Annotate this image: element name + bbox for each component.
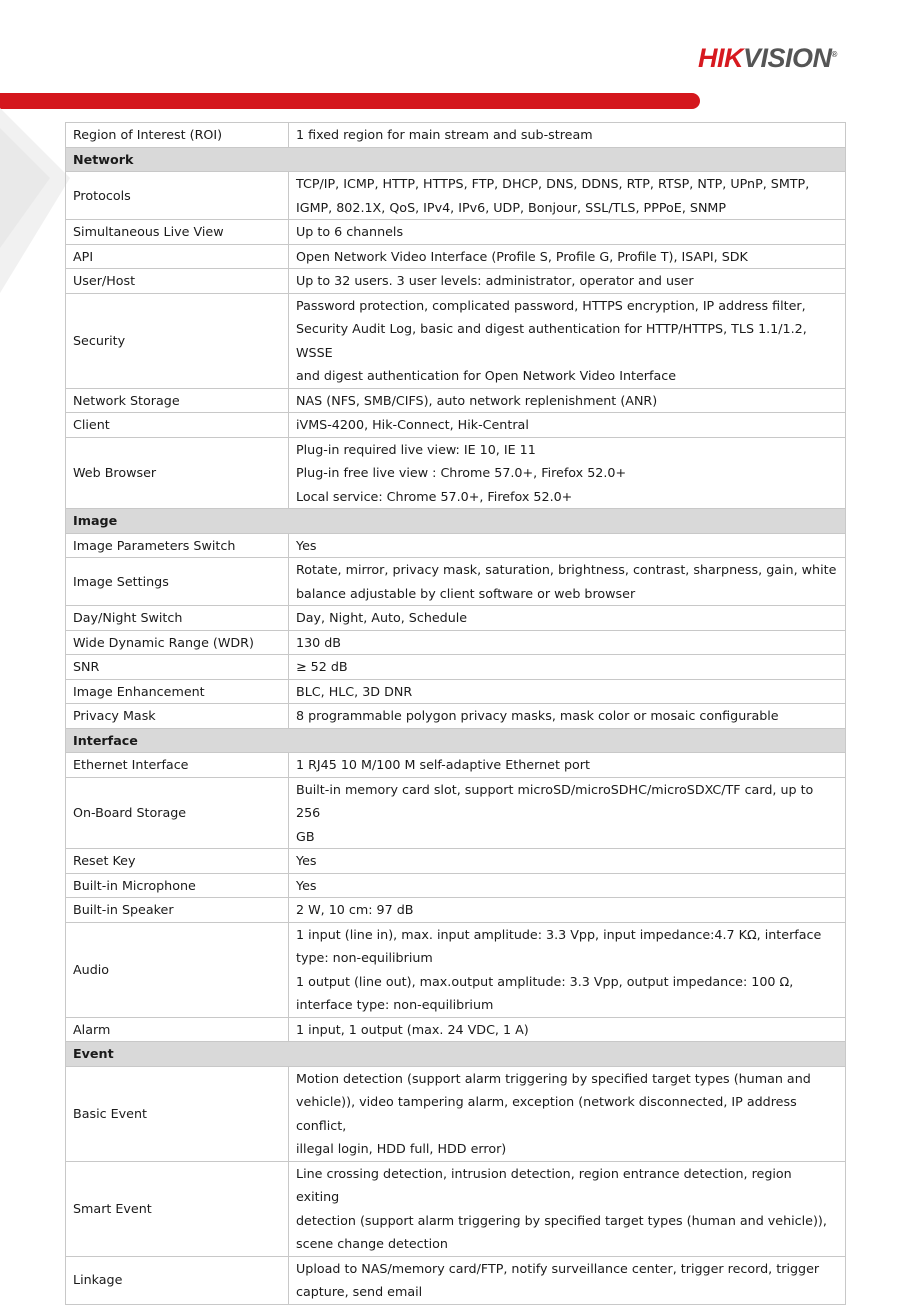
spec-row [66,413,846,438]
spec-value: 1 input, 1 output (max. 24 VDC, 1 A) [289,1017,846,1042]
spec-value: Upload to NAS/memory card/FTP, notify surveillance center, trigger record, trigger capture, send email [289,1256,846,1304]
spec-label: Built-in Speaker [66,898,289,923]
spec-label: Web Browser [66,437,289,509]
spec-label: Image Parameters Switch [66,533,289,558]
spec-value: Up to 32 users. 3 user levels: administrator, operator and user [289,269,846,294]
spec-label: Basic Event [66,1066,289,1161]
spec-label: Simultaneous Live View [66,220,289,245]
spec-value: BLC, HLC, 3D DNR [289,679,846,704]
logo-mark: ® [831,50,837,59]
spec-row [66,849,846,874]
section-title: Interface [66,728,846,753]
section-title: Image [66,509,846,534]
spec-value: Day, Night, Auto, Schedule [289,606,846,631]
spec-table-body [66,123,846,1305]
spec-row [66,1017,846,1042]
spec-row [66,437,846,509]
spec-label: Privacy Mask [66,704,289,729]
spec-label: Ethernet Interface [66,753,289,778]
spec-value: 1 input (line in), max. input amplitude: 3.3 Vpp, input impedance:4.7 KΩ, interface type: non-equilibrium 1 output (line out), max.output amplitude: 3.3 Vpp, output impedance: 100 Ω, interface type: non-equilibrium [289,922,846,1017]
spec-value: Yes [289,849,846,874]
spec-value: 2 W, 10 cm: 97 dB [289,898,846,923]
hikvision-logo [698,40,837,73]
section-header-row [66,147,846,172]
spec-value: Yes [289,873,846,898]
spec-value: NAS (NFS, SMB/CIFS), auto network replenishment (ANR) [289,388,846,413]
logo-secondary: VISION [743,43,832,73]
spec-value: Up to 6 channels [289,220,846,245]
spec-row [66,1256,846,1304]
spec-label: Alarm [66,1017,289,1042]
spec-label: Reset Key [66,849,289,874]
spec-label: Built-in Microphone [66,873,289,898]
spec-row [66,777,846,849]
section-header-row [66,509,846,534]
watermark-shape-icon [0,108,70,293]
spec-value: Password protection, complicated password, HTTPS encryption, IP address filter, Security Audit Log, basic and digest authentication for HTTP/HTTPS, TLS 1.1/1.2, WSSE and digest authentication for Open Network Video Interface [289,293,846,388]
spec-row [66,704,846,729]
spec-row [66,922,846,1017]
spec-label: Day/Night Switch [66,606,289,631]
spec-value: Yes [289,533,846,558]
spec-row [66,1066,846,1161]
spec-value: 130 dB [289,630,846,655]
spec-table [65,122,846,1305]
spec-row [66,1161,846,1256]
spec-row [66,244,846,269]
spec-row [66,606,846,631]
spec-value: Plug-in required live view: IE 10, IE 11 Plug-in free live view : Chrome 57.0+, Firefox 52.0+ Local service: Chrome 57.0+, Firefox 52.0+ [289,437,846,509]
section-title: Event [66,1042,846,1067]
spec-row [66,293,846,388]
spec-value: 8 programmable polygon privacy masks, mask color or mosaic configurable [289,704,846,729]
header-accent-bar [0,93,700,109]
spec-label: Region of Interest (ROI) [66,123,289,148]
section-header-row [66,1042,846,1067]
spec-row [66,269,846,294]
spec-label: Wide Dynamic Range (WDR) [66,630,289,655]
logo-primary: HIK [698,43,743,73]
spec-label: Linkage [66,1256,289,1304]
spec-label: Image Enhancement [66,679,289,704]
spec-label: Security [66,293,289,388]
spec-row [66,679,846,704]
spec-label: Image Settings [66,558,289,606]
spec-label: SNR [66,655,289,680]
spec-label: On-Board Storage [66,777,289,849]
spec-value: Built-in memory card slot, support microSD/microSDHC/microSDXC/TF card, up to 256 GB [289,777,846,849]
spec-label: Audio [66,922,289,1017]
spec-label: User/Host [66,269,289,294]
spec-value: iVMS-4200, Hik-Connect, Hik-Central [289,413,846,438]
spec-value: Motion detection (support alarm triggering by specified target types (human and vehicle)), video tampering alarm, exception (network disconnected, IP address conflict, illegal login, HDD full, HDD error) [289,1066,846,1161]
spec-row [66,873,846,898]
spec-label: API [66,244,289,269]
spec-value: 1 RJ45 10 M/100 M self-adaptive Ethernet port [289,753,846,778]
section-title: Network [66,147,846,172]
spec-row [66,220,846,245]
spec-row [66,172,846,220]
spec-value: 1 fixed region for main stream and sub-stream [289,123,846,148]
spec-row [66,655,846,680]
spec-value: Rotate, mirror, privacy mask, saturation, brightness, contrast, sharpness, gain, white balance adjustable by client software or web browser [289,558,846,606]
spec-label: Protocols [66,172,289,220]
spec-row [66,123,846,148]
spec-row [66,753,846,778]
spec-label: Smart Event [66,1161,289,1256]
spec-value: TCP/IP, ICMP, HTTP, HTTPS, FTP, DHCP, DNS, DDNS, RTP, RTSP, NTP, UPnP, SMTP, IGMP, 802.1X, QoS, IPv4, IPv6, UDP, Bonjour, SSL/TLS, PPPoE, SNMP [289,172,846,220]
spec-value: ≥ 52 dB [289,655,846,680]
spec-row [66,898,846,923]
spec-label: Network Storage [66,388,289,413]
spec-row [66,533,846,558]
spec-row [66,388,846,413]
spec-row [66,630,846,655]
spec-label: Client [66,413,289,438]
spec-value: Line crossing detection, intrusion detection, region entrance detection, region exiting detection (support alarm triggering by specified target types (human and vehicle)), scene change detection [289,1161,846,1256]
section-header-row [66,728,846,753]
spec-row [66,558,846,606]
spec-value: Open Network Video Interface (Profile S, Profile G, Profile T), ISAPI, SDK [289,244,846,269]
